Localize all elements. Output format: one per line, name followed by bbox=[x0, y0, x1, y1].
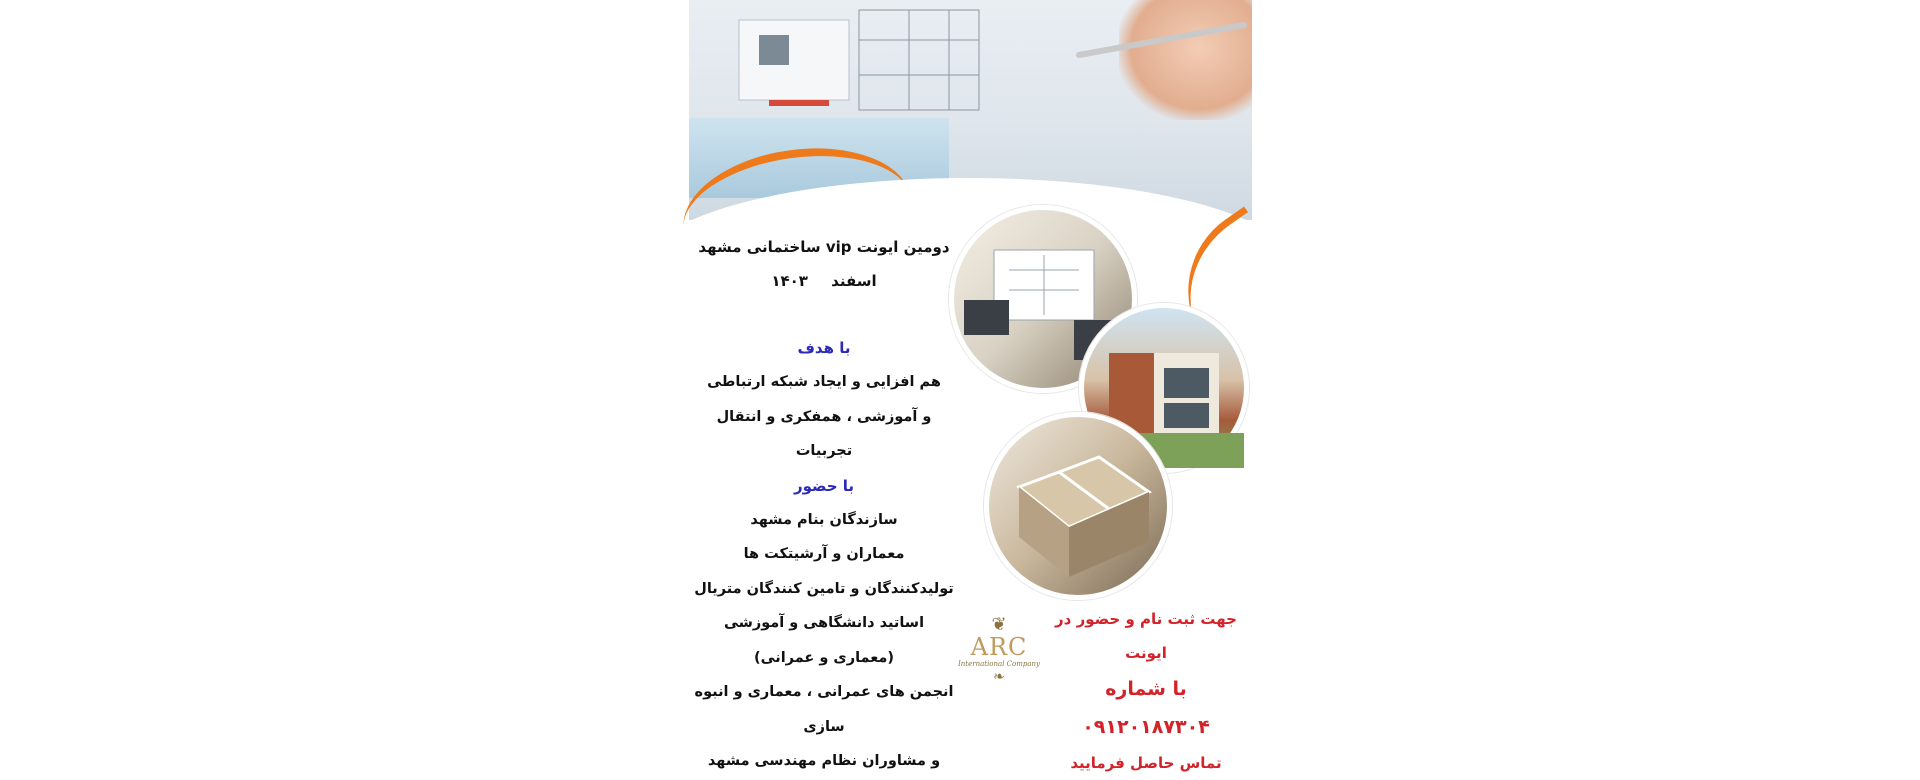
house-sketch-lines bbox=[709, 10, 1029, 130]
contact-phone: با شماره ۰۹۱۲۰۱۸۷۳۰۴ bbox=[1082, 678, 1210, 738]
goal-line: و آموزشی ، همفکری و انتقال تجربیات bbox=[716, 408, 932, 459]
presence-line: سازندگان بنام مشهد bbox=[750, 511, 898, 528]
presence-label: با حضور bbox=[793, 476, 855, 495]
event-date: اسفند ۱۴۰۳ bbox=[771, 272, 877, 290]
hand-with-pencil-image bbox=[1119, 0, 1252, 120]
logo-subtitle: International Company bbox=[958, 660, 1040, 668]
logo-text: ARC bbox=[970, 633, 1028, 661]
presence-line: و مشاوران نظام مهندسی مشهد bbox=[707, 753, 941, 769]
pencil-icon bbox=[1069, 20, 1249, 60]
presence-line: انجمن های عمرانی ، معماری و انبوه سازی bbox=[694, 684, 954, 735]
presence-line: تولیدکنندگان و تامین کنندگان متریال bbox=[694, 580, 954, 597]
presence-line: معماران و آرشیتکت ها bbox=[743, 546, 905, 562]
ornament-icon: ❧ bbox=[993, 669, 1005, 685]
contact-line: تماس حاصل فرمایید bbox=[1070, 754, 1222, 772]
presence-line: اساتید دانشگاهی و آموزشی bbox=[723, 615, 925, 631]
3d-floor-plan-image bbox=[984, 412, 1172, 600]
contact-info bbox=[1043, 602, 1249, 780]
arc-logo bbox=[953, 615, 1045, 701]
event-title: دومین ایونت vip ساختمانی مشهد bbox=[698, 238, 950, 256]
contact-line: جهت ثبت نام و حضور در ایونت bbox=[1055, 610, 1237, 662]
ornament-icon: ❦ bbox=[991, 614, 1007, 635]
goal-line: هم افزایی و ایجاد شبکه ارتباطی bbox=[707, 374, 941, 390]
presence-line: (معماری و عمرانی) bbox=[753, 649, 895, 666]
event-poster bbox=[689, 0, 1252, 772]
goal-label: با هدف bbox=[797, 339, 851, 357]
event-description bbox=[691, 230, 957, 779]
floor-plan-drawing bbox=[989, 417, 1167, 595]
